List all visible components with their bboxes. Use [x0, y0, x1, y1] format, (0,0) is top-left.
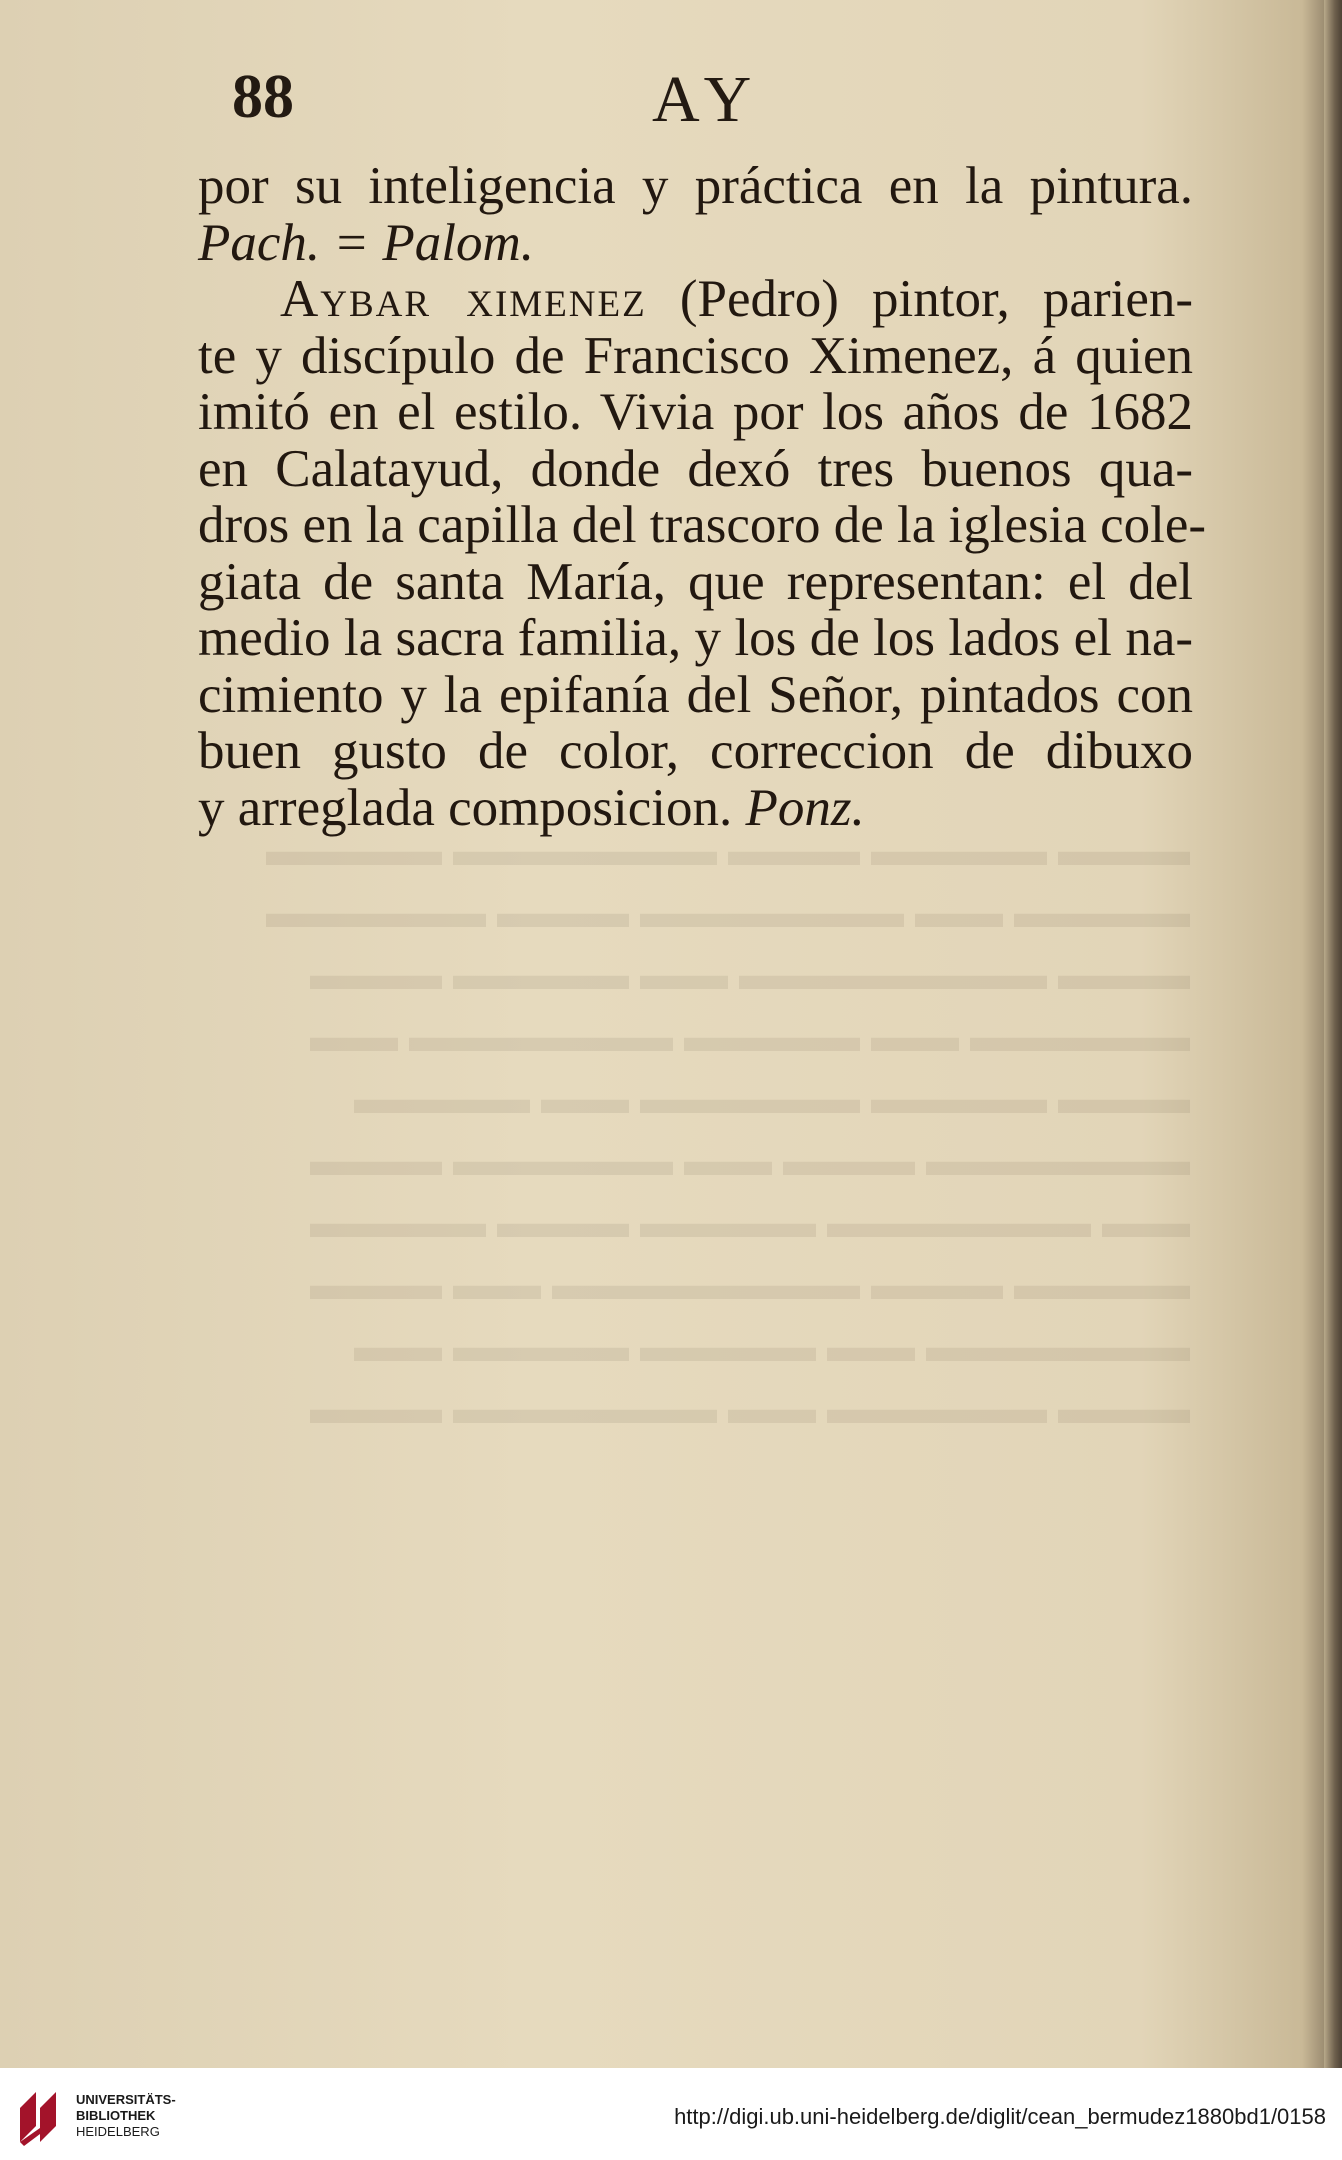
- show-through-texture: ▬▬▬ ▬▬▬▬ ▬▬▬ ▬▬▬▬▬▬ ▬▬▬▬ ▬▬▬▬ ▬▬ ▬▬▬▬▬▬ ▬▬▬ ▬▬▬▬▬ ▬▬▬ ▬▬▬▬▬▬▬ ▬▬ ▬▬▬▬ ▬▬▬ ▬▬▬▬▬ ▬▬ ▬▬▬▬ ▬▬▬▬▬▬ ▬▬ ▬▬▬ ▬▬▬▬ ▬▬▬▬▬ ▬▬ ▬▬▬▬ ▬▬▬▬▬▬ ▬▬▬ ▬▬ ▬▬▬▬▬ ▬▬▬ ▬▬ ▬▬▬▬▬▬ ▬▬▬▬ ▬▬▬ ▬▬▬▬ ▬▬▬▬ ▬▬▬ ▬▬▬▬▬▬▬ ▬▬ ▬▬▬ ▬▬▬▬▬▬ ▬▬ ▬▬▬▬ ▬▬▬▬ ▬▬ ▬▬▬ ▬▬▬▬▬ ▬▬ ▬▬▬▬▬▬ ▬▬▬: [266, 826, 1190, 1433]
- text-line: medio la sacra familia, y los de los lados el na-: [198, 609, 1193, 667]
- text-line: en Calatayud, donde dexó tres buenos qua-: [198, 439, 1193, 498]
- text-line: imitó en el estilo. Vivia por los años de 1682: [198, 383, 1193, 441]
- body-text: [198, 157, 1207, 837]
- footer-bar: [0, 2068, 1342, 2160]
- text-line: por su inteligencia y práctica en la pintura.: [198, 157, 1193, 215]
- page-number: 88: [232, 63, 294, 131]
- source-url-link[interactable]: http://digi.ub.uni-heidelberg.de/diglit/cean_bermudez1880bd1/0158: [674, 2104, 1326, 2129]
- heidelberg-library-logo-icon: [14, 2088, 64, 2146]
- text-line: [198, 215, 1193, 272]
- text-line: y arreglada composicion. Ponz.: [198, 778, 865, 837]
- running-head: AY: [652, 63, 762, 136]
- library-name: UNIVERSITÄTS- BIBLIOTHEK HEIDELBERG: [76, 2092, 176, 2139]
- text-line: buen gusto de color, correccion de dibuxo: [198, 722, 1193, 780]
- text-line: cimiento y la epifanía del Señor, pintados con: [198, 665, 1193, 724]
- text-line: giata de santa María, que representan: el del: [198, 552, 1193, 611]
- text-line: te y discípulo de Francisco Ximenez, á quien: [198, 326, 1193, 385]
- text-line: dros en la capilla del trascoro de la iglesia cole-: [198, 496, 1207, 554]
- page-header: [0, 62, 1342, 142]
- page-edge: [1324, 0, 1342, 2068]
- entry-name: Aybar ximenez: [280, 270, 647, 328]
- entry-heading-line: Aybar ximenez (Pedro) pintor, parien-: [280, 270, 1193, 328]
- citation: Pach. = Palom.: [198, 213, 535, 272]
- citation: Ponz.: [745, 778, 865, 837]
